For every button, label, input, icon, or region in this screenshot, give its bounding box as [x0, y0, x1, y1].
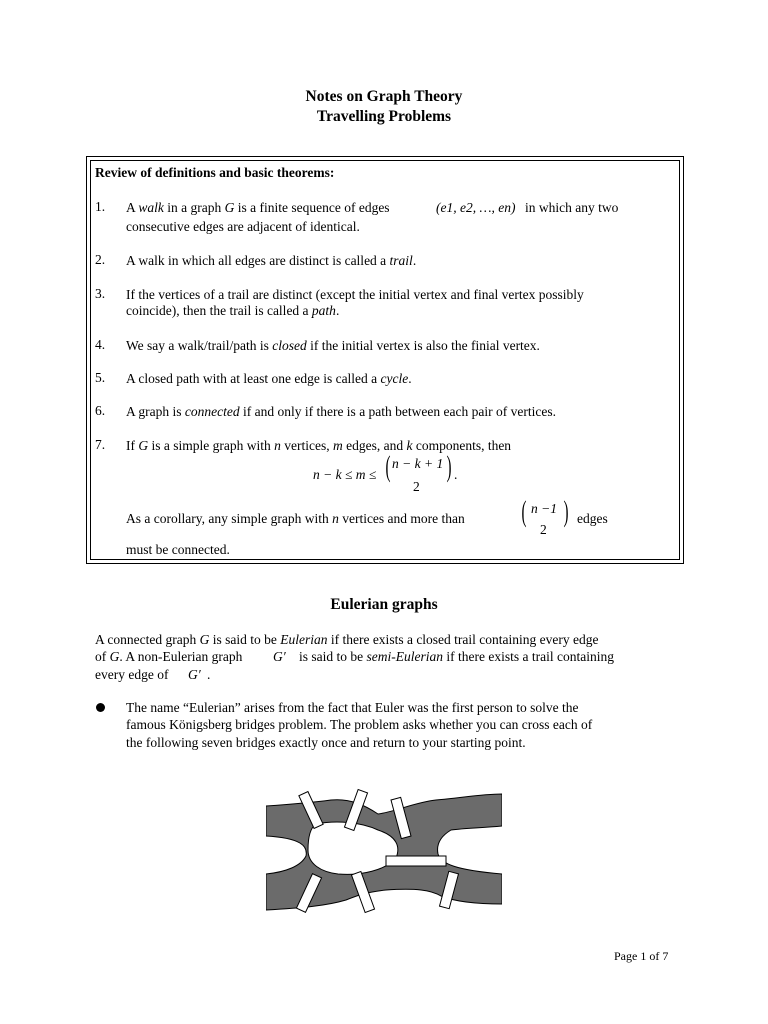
inequality-lhs: n − k ≤ m ≤ [313, 467, 377, 482]
item-5-number: 5. [95, 370, 106, 385]
cor-binom-bottom: 2 [540, 522, 547, 537]
item-1-line1: A walk in a graph G is a finite sequence of edges [126, 200, 390, 215]
left-paren: ( [385, 450, 391, 483]
page-number: Page 1 of 7 [614, 949, 669, 963]
konigsberg-bridges-figure [266, 784, 502, 924]
corollary-text: As a corollary, any simple graph with n vertices and more than [126, 511, 465, 526]
eulerian-p3a: every edge of [95, 667, 169, 682]
item-1-line1-end: in which any two [525, 200, 619, 215]
item-3-line2: coincide), then the trail is called a path. [126, 303, 340, 318]
item-1-number: 1. [95, 199, 106, 214]
eulerian-p2a: of G. A non-Eulerian graph [95, 649, 243, 664]
bullet-line-1: The name “Eulerian” arises from the fact that Euler was the first person to solve the [126, 700, 579, 715]
page-title: Notes on Graph Theory [305, 88, 463, 105]
item-3-number: 3. [95, 286, 106, 301]
edge-sequence: (e1, e2, …, en) [436, 200, 516, 215]
formula-period: . [454, 467, 458, 482]
item-4-number: 4. [95, 337, 106, 352]
cor-right-paren: ) [563, 495, 569, 528]
g-prime-2: G′ [188, 667, 201, 682]
binom-bottom: 2 [413, 479, 420, 494]
eulerian-p2b: is said to be semi-Eulerian if there exists a trail containing [299, 649, 614, 664]
bullet-dot [96, 703, 105, 712]
section-heading: Eulerian graphs [330, 596, 438, 613]
bullet-line-3: the following seven bridges exactly once and return to your starting point. [126, 735, 526, 750]
item-2-number: 2. [95, 252, 106, 267]
item-7-text: If G is a simple graph with n vertices, m edges, and k components, then [126, 438, 512, 453]
binom-top: n − k + 1 [392, 456, 444, 471]
item-1-line2: consecutive edges are adjacent of identical. [126, 219, 360, 234]
review-heading: Review of definitions and basic theorems: [95, 165, 335, 180]
bullet-line-2: famous Königsberg bridges problem. The problem asks whether you can cross each of [126, 717, 593, 732]
item-2-text: A walk in which all edges are distinct is called a trail. [126, 253, 417, 268]
eulerian-p1: A connected graph G is said to be Eulerian if there exists a closed trail containing every edge [95, 632, 599, 647]
cor-left-paren: ( [521, 495, 527, 528]
item-5-text: A closed path with at least one edge is called a cycle. [126, 371, 412, 386]
item-4-text: We say a walk/trail/path is closed if the initial vertex is also the finial vertex. [126, 338, 540, 353]
item-6-number: 6. [95, 403, 106, 418]
corollary-edges: edges [577, 511, 608, 526]
bridge-4 [386, 856, 446, 866]
item-7-number: 7. [95, 437, 106, 452]
item-6-text: A graph is connected if and only if there is a path between each pair of vertices. [126, 404, 556, 419]
page-subtitle: Travelling Problems [316, 108, 452, 125]
g-prime-1: G′ [273, 649, 286, 664]
item-3-line1: If the vertices of a trail are distinct (except the initial vertex and final vertex possibly [126, 287, 584, 302]
eulerian-p3b: . [207, 667, 211, 682]
corollary-line2: must be connected. [126, 542, 230, 557]
right-paren: ) [446, 450, 452, 483]
cor-binom-top: n −1 [531, 501, 557, 516]
